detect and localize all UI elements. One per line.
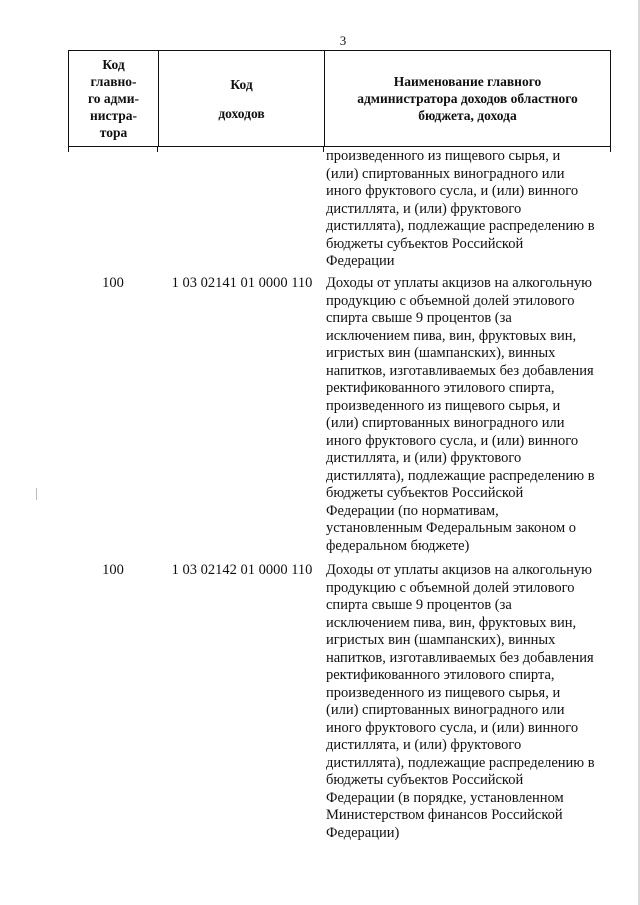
header-name	[325, 51, 610, 146]
table-header	[68, 50, 611, 147]
header-income-code-label-1: Код	[230, 76, 253, 92]
header-income-code-label-2: доходов	[218, 105, 265, 121]
header-income-code	[159, 51, 325, 146]
page-number: 3	[339, 33, 347, 48]
header-admin-code-label: Код главно- го адми- нистра- тора	[88, 57, 139, 140]
header-name-label: Наименование главного администратора доходов областного бюджета, дохода	[357, 74, 578, 123]
scan-artifact	[36, 488, 37, 500]
header-admin-code	[69, 51, 159, 146]
income-code: 1 03 02141 01 0000 110	[171, 275, 313, 291]
admin-code: 100	[102, 562, 124, 578]
admin-code: 100	[102, 275, 124, 291]
income-description: Доходы от уплаты акцизов на алкогольную продукцию с объемной долей этилового спирта свыше 9 процентов (за исключением пива, вин, фруктовых вин, игристых вин (шампанских), винных напитков, изготавливаемых без добавления ректификованного этилового спирта, произведенного из пищевого сырья, и (или) спиртованных виноградного или иного фруктового сусла, и (или) винного дистиллята, и (или) фруктового дистиллята), подлежащие распределению в бюджеты субъектов Российской Федерации (по нормативам, установленным Федеральным законом о федеральном бюджете)	[326, 275, 595, 554]
continuation-text: произведенного из пищевого сырья, и (или) спиртованных виноградного или иного фруктового сусла, и (или) винного дистиллята, и (или) фруктового дистиллята), подлежащие распределению в бюджеты субъектов Российской Федерации	[326, 148, 595, 269]
income-description: Доходы от уплаты акцизов на алкогольную продукцию с объемной долей этилового спирта свыше 9 процентов (за исключением пива, вин, фруктовых вин, игристых вин (шампанских), винных напитков, изготавливаемых без добавления ректификованного этилового спирта, произведенного из пищевого сырья, и (или) спиртованных виноградного или иного фруктового сусла, и (или) винного дистиллята, и (или) фруктового дистиллята), подлежащие распределению в бюджеты субъектов Российской Федерации (в порядке, установленном Министерством финансов Российской Федерации)	[326, 562, 595, 841]
income-code: 1 03 02142 01 0000 110	[171, 562, 313, 578]
